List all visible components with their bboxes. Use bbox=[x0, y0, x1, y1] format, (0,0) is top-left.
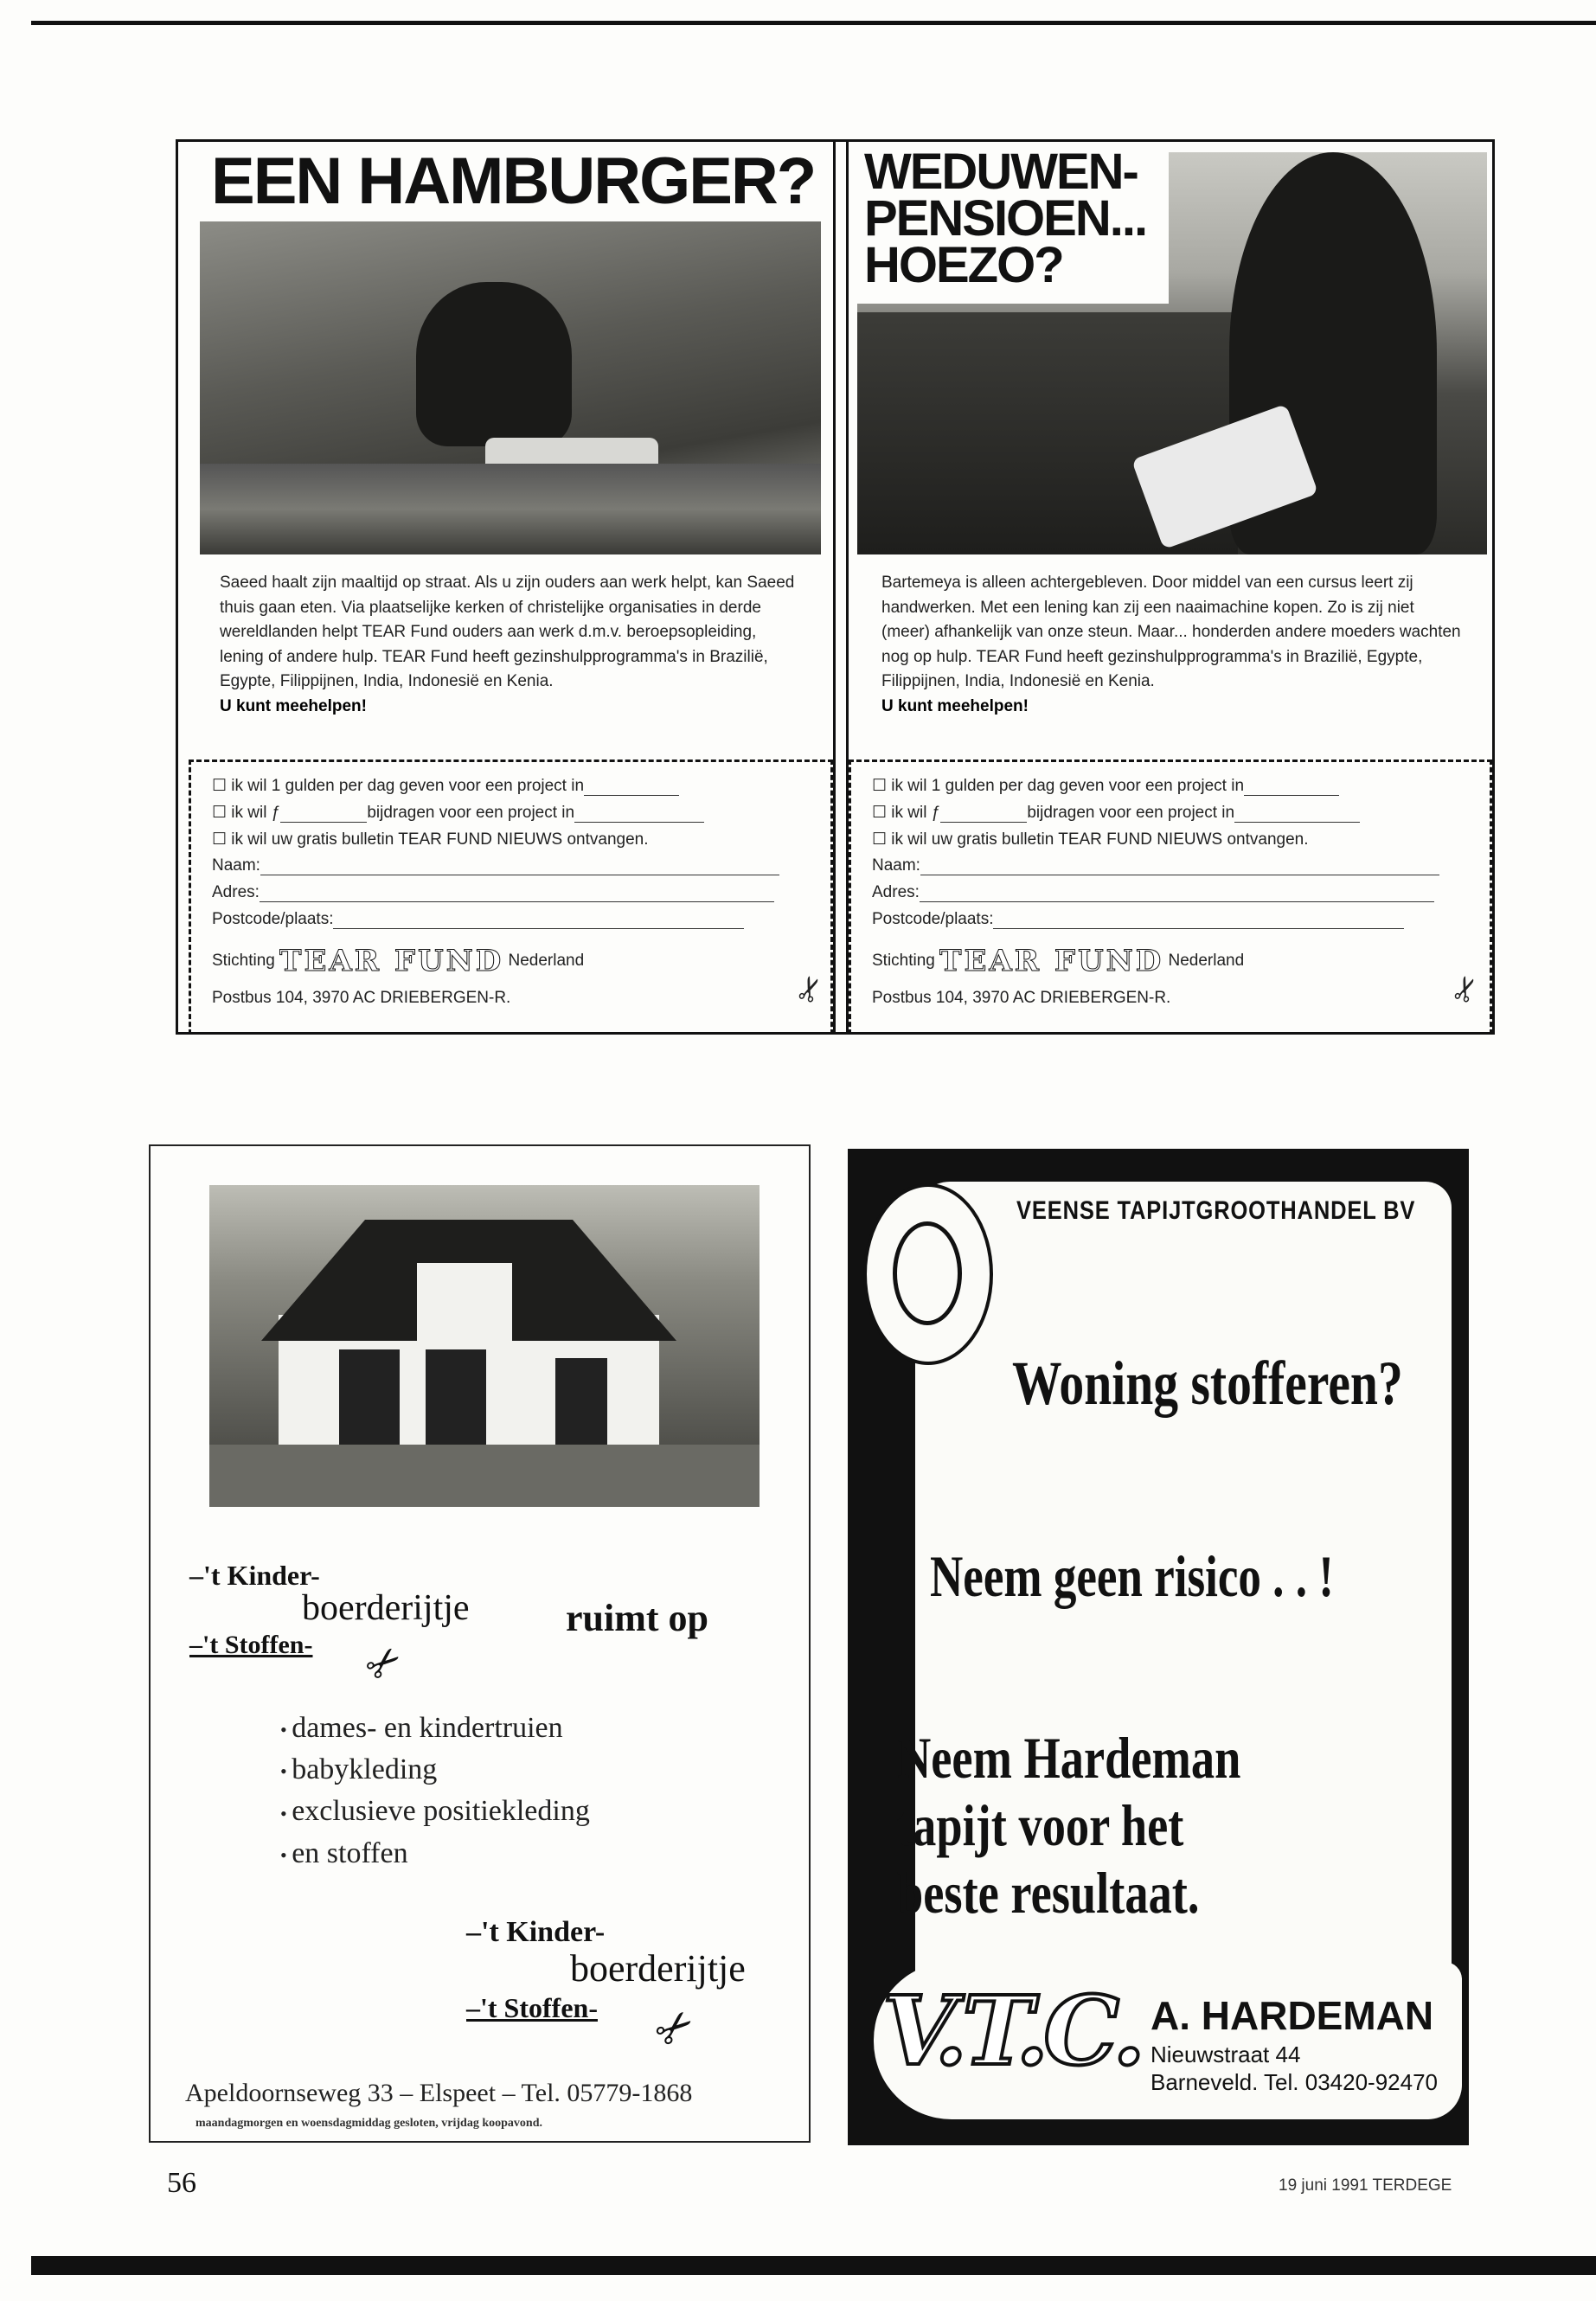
coupon-r-postbus: Postbus 104, 3970 AC DRIEBERGEN-R. bbox=[872, 989, 1171, 1007]
coupon-r-line1: ☐ ik wil 1 gulden per dag geven voor een project in bbox=[872, 777, 1245, 795]
coupon-r-naam: Naam: bbox=[872, 856, 920, 875]
vtc-slogan-2: tapijt voor het bbox=[897, 1792, 1184, 1858]
bullet-item: • exclusieve positiekleding bbox=[280, 1791, 590, 1833]
kinder-logo-top: –'t Kinder- bbox=[189, 1560, 320, 1591]
top-rule bbox=[31, 21, 1596, 25]
tearfund-left-column bbox=[178, 142, 836, 1032]
scissors-icon-right: ✂ bbox=[1445, 970, 1489, 1009]
kinder-ruimt-op: ruimt op bbox=[566, 1597, 708, 1639]
vtc-ad bbox=[848, 1149, 1469, 2145]
coupon-postcode: Postcode/plaats: bbox=[212, 910, 334, 928]
bullet-item: • babykleding bbox=[280, 1750, 590, 1791]
hamburger-body bbox=[220, 571, 799, 719]
scissors-icon: ✂ bbox=[789, 970, 833, 1009]
issue-line: 19 juni 1991 TERDEGE bbox=[1279, 2176, 1452, 2195]
coupon-r-stichting: Stichting bbox=[872, 952, 935, 971]
vtc-logo: V.T.C. bbox=[882, 1975, 1141, 2086]
coupon-r-adres: Adres: bbox=[872, 883, 920, 901]
coupon-r-line2a: ☐ ik wil ƒ bbox=[872, 804, 941, 822]
coupon-r-line3: ☐ ik wil uw gratis bulletin TEAR FUND NIEUWS ontvangen. bbox=[872, 830, 1309, 849]
weduwen-headline-2: PENSIOEN... bbox=[864, 190, 1147, 247]
vtc-city: Barneveld. Tel. 03420-92470 bbox=[1151, 2069, 1438, 2095]
kinder-logo-top-text: 't Kinder- bbox=[203, 1560, 320, 1591]
coupon-postbus: Postbus 104, 3970 AC DRIEBERGEN-R. bbox=[212, 989, 511, 1007]
coupon-line2a: ☐ ik wil ƒ bbox=[212, 804, 281, 822]
weduwen-headline bbox=[864, 144, 1147, 293]
hamburger-body-text: Saeed haalt zijn maaltijd op straat. Als u zijn ouders aan werk helpt, kan Saeed thuis gaan eten. Via plaatselijke kerken of christelijke organisaties in derde wereldlanden helpt TEAR Fund ouders aan werk d.m.v. beroepsopleiding, lening of andere hulp. TEAR Fund heeft gezinshulpprogramma's in Brazilië, Egypte, Filippijnen, India, Indonesië en Kenia. bbox=[220, 574, 795, 690]
coupon-line2b: bijdragen voor een project in bbox=[367, 804, 575, 822]
weduwen-body-text: Bartemeya is alleen achtergebleven. Door middel van een cursus leert zij handwerken. Met een lening kan zij een naaimachine kopen. Zo is zij niet (meer) afhankelijk van onze steun. Maar... honderden andere moeders wachten nog op hulp. TEAR Fund heeft gezinshulpprogramma's in Brazilië, Egypte, Filippijnen, India, Indonesië en Kenia. bbox=[881, 574, 1461, 690]
vtc-slogan-3: beste resultaat. bbox=[897, 1860, 1200, 1926]
tearfund-logo-right: TEAR FUND bbox=[939, 944, 1164, 978]
bullet-item: • dames- en kindertruien bbox=[280, 1708, 590, 1750]
kinder-logo-mid: boerderijtje bbox=[302, 1588, 470, 1628]
coupon-nederland: Nederland bbox=[508, 952, 585, 971]
weduwen-headline-3: HOEZO? bbox=[864, 237, 1063, 293]
boy-eating-photo bbox=[200, 221, 821, 554]
kinder-logo-top-2-text: 't Kinder- bbox=[481, 1916, 606, 1948]
vtc-name: A. HARDEMAN bbox=[1151, 1993, 1434, 2038]
farmhouse-photo bbox=[209, 1185, 760, 1507]
page-number: 56 bbox=[167, 2167, 196, 2199]
scissors-icon-kinder-2: ✂ bbox=[644, 1997, 707, 2061]
coupon-line1: ☐ ik wil 1 gulden per dag geven voor een project in bbox=[212, 777, 585, 795]
hamburger-cta: U kunt meehelpen! bbox=[220, 696, 367, 715]
coupon-naam: Naam: bbox=[212, 856, 260, 875]
kinderboerderijtje-ad bbox=[149, 1144, 811, 2143]
kinder-logo-bot: –'t Stoffen- bbox=[189, 1631, 313, 1659]
weduwen-headline-1: WEDUWEN- bbox=[864, 144, 1138, 200]
kinder-logo-top-2: –'t Kinder- bbox=[466, 1916, 606, 1948]
scroll-curl bbox=[863, 1183, 993, 1365]
vtc-street: Nieuwstraat 44 bbox=[1151, 2041, 1301, 2067]
vtc-headline: Woning stofferen? bbox=[1012, 1349, 1403, 1418]
kinder-logo-bot-text: 't Stoffen- bbox=[202, 1631, 313, 1659]
hamburger-headline: EEN HAMBURGER? bbox=[211, 144, 816, 218]
kinder-hours: maandagmorgen en woensdagmiddag gesloten, vrijdag koopavond. bbox=[195, 2117, 542, 2130]
bottom-rule bbox=[31, 2256, 1596, 2275]
tearfund-coupon-right bbox=[849, 760, 1492, 1035]
vtc-slogan-1: Neem Hardeman bbox=[897, 1725, 1241, 1791]
tearfund-right-column bbox=[846, 142, 1492, 1032]
coupon-stichting: Stichting bbox=[212, 952, 275, 971]
coupon-line3: ☐ ik wil uw gratis bulletin TEAR FUND NIEUWS ontvangen. bbox=[212, 830, 649, 849]
tearfund-logo: TEAR FUND bbox=[279, 944, 504, 978]
kinder-bullets bbox=[280, 1708, 590, 1875]
scissors-icon-kinder: ✂ bbox=[356, 1635, 413, 1693]
kinder-logo-bot-2: –'t Stoffen- bbox=[466, 1992, 598, 2023]
bullet-item: • en stoffen bbox=[280, 1834, 590, 1875]
kinder-address: Apeldoornseweg 33 – Elspeet – Tel. 05779-1868 bbox=[185, 2079, 693, 2107]
vtc-risk: Neem geen risico . . ! bbox=[930, 1543, 1334, 1609]
kinder-logo-mid-2: boerderijtje bbox=[570, 1947, 746, 1990]
weduwen-body bbox=[881, 571, 1461, 719]
tearfund-ad bbox=[176, 139, 1495, 1035]
weduwen-cta: U kunt meehelpen! bbox=[881, 696, 1029, 715]
kinder-logo-bot-2-text: 't Stoffen- bbox=[480, 1992, 598, 2023]
tearfund-coupon-left bbox=[189, 760, 833, 1035]
vtc-company: VEENSE TAPIJTGROOTHANDEL BV bbox=[1016, 1196, 1416, 1225]
coupon-r-line2b: bijdragen voor een project in bbox=[1027, 804, 1235, 822]
coupon-adres: Adres: bbox=[212, 883, 260, 901]
coupon-r-nederland: Nederland bbox=[1168, 952, 1245, 971]
vtc-slogan bbox=[897, 1724, 1240, 1926]
coupon-r-postcode: Postcode/plaats: bbox=[872, 910, 994, 928]
